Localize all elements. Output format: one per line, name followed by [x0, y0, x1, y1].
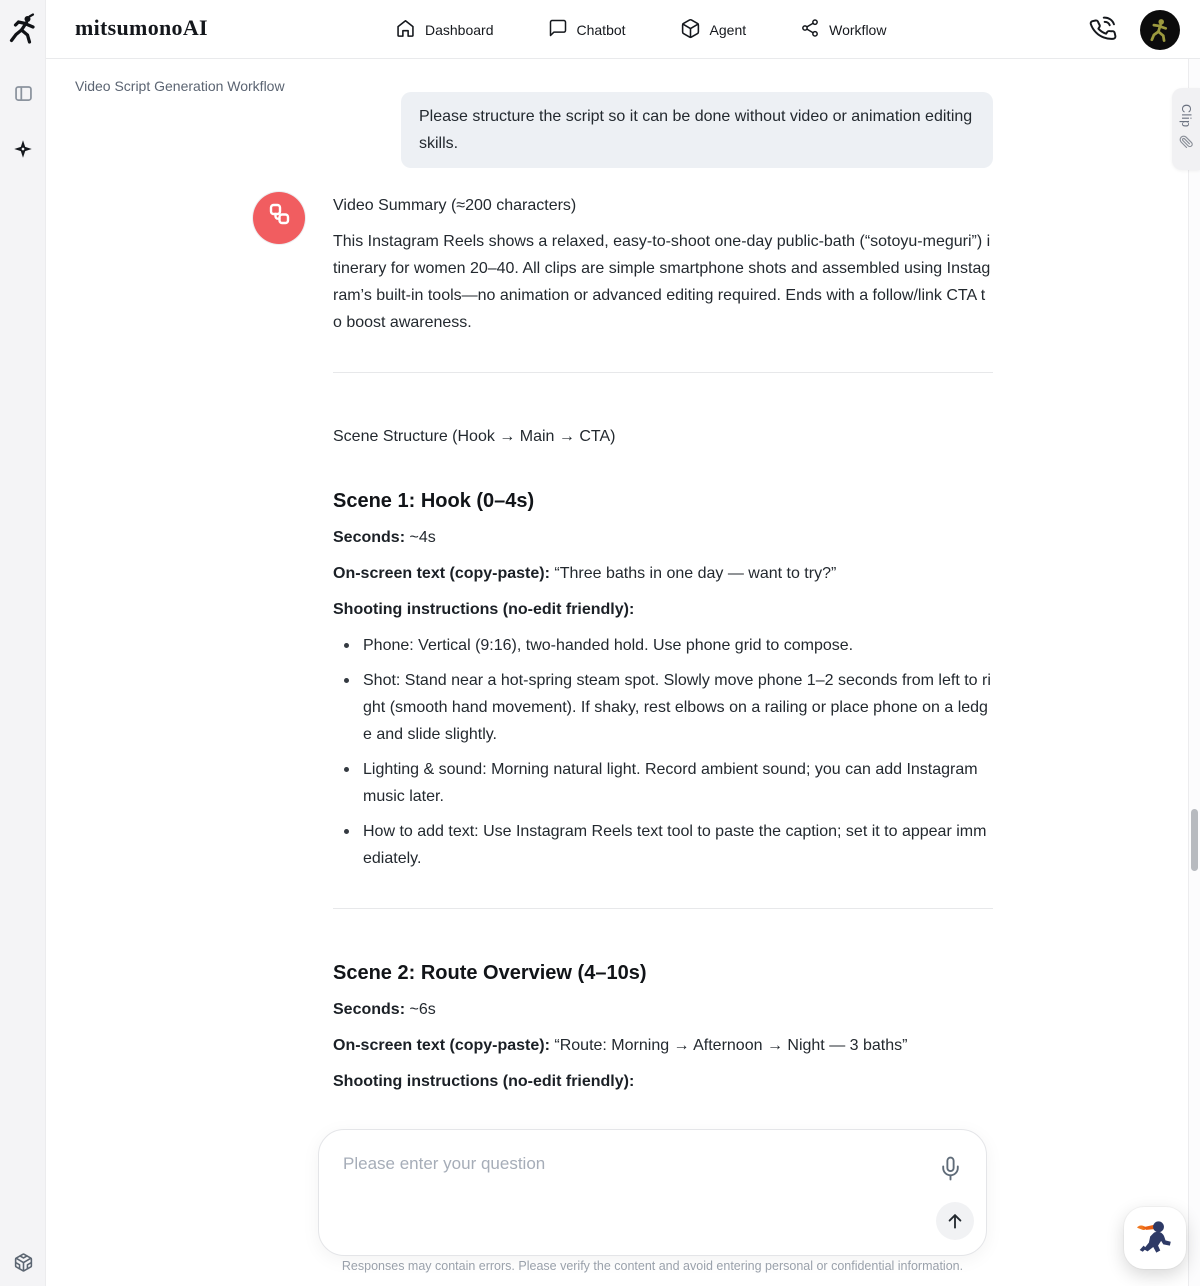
- scene1-bullet-list: [333, 632, 993, 872]
- list-item: Phone: Vertical (9:16), two-handed hold. Use phone grid to compose.: [363, 632, 993, 659]
- question-composer: [318, 1129, 987, 1256]
- nav-label: Chatbot: [576, 21, 626, 38]
- clip-tab-label: Clip: [1179, 104, 1193, 128]
- nav-label: Agent: [709, 21, 747, 38]
- list-item: Lighting & sound: Morning natural light. Record ambient sound; you can add Instagram music later.: [363, 756, 993, 810]
- clip-side-tab[interactable]: [1172, 88, 1200, 170]
- sidebar-toggle-icon[interactable]: [11, 81, 35, 105]
- assistant-mascot-button[interactable]: [1124, 1207, 1186, 1269]
- question-input[interactable]: [343, 1154, 903, 1234]
- assistant-avatar-col: [253, 192, 333, 1286]
- nav-item-workflow[interactable]: [800, 18, 886, 41]
- disclaimer-text: Responses may contain errors. Please verify the content and avoid entering personal or confidential information.: [341, 1259, 964, 1273]
- phone-call-icon[interactable]: [1090, 17, 1116, 43]
- assistant-message-content: [333, 192, 993, 1286]
- paperclip-icon: [1179, 135, 1193, 154]
- ninja-mascot-icon: [1134, 1215, 1176, 1262]
- assistant-avatar: [253, 192, 305, 244]
- list-item: How to add text: Use Instagram Reels text tool to paste the caption; set it to appear immediately.: [363, 818, 993, 872]
- user-avatar-ninja[interactable]: [1140, 10, 1180, 50]
- assistant-message-row: [253, 192, 993, 1286]
- nav-label: Dashboard: [425, 21, 494, 38]
- nav-item-dashboard[interactable]: [395, 18, 494, 42]
- summary-body: This Instagram Reels shows a relaxed, easy-to-shoot one-day public-bath (“sotoyu-meguri”) itinerary for women 20–40. All clips are simple smartphone shots and assembled using Instagram’s built-in tools—no animation or advanced editing required. Ends with a follow/link CTA to boost awareness.: [333, 233, 991, 331]
- home-icon: [395, 18, 416, 42]
- sparkle-icon[interactable]: [11, 137, 35, 161]
- list-item: Shot: Stand near a hot-spring steam spot. Slowly move phone 1–2 seconds from left to right (smooth hand movement). If shaky, rest elbows on a railing or place phone on a ledge and slide slightly.: [363, 667, 993, 748]
- scrollbar-thumb[interactable]: [1191, 809, 1198, 871]
- top-header: [46, 0, 1200, 59]
- structure-line: Scene Structure (Hook → Main → CTA): [333, 428, 616, 445]
- session-title: Video Script Generation Workflow: [75, 78, 285, 94]
- nav-item-agent[interactable]: [680, 18, 747, 42]
- nav-item-chatbot[interactable]: [548, 18, 626, 41]
- scene2-heading: Scene 2: Route Overview (4–10s): [333, 962, 647, 984]
- share-network-icon: [800, 18, 820, 41]
- scene1-heading: Scene 1: Hook (0–4s): [333, 490, 535, 512]
- user-message-bubble: Please structure the script so it can be done without video or animation editing skills.: [401, 92, 993, 168]
- scene2-shooting-label: Shooting instructions (no-edit friendly):: [333, 1073, 635, 1090]
- scene2-onscreen: On-screen text (copy-paste): “Route: Morning → Afternoon → Night — 3 baths”: [333, 1037, 908, 1054]
- microphone-icon[interactable]: [938, 1156, 964, 1182]
- chat-bubble-icon: [548, 18, 568, 41]
- section-divider: [333, 908, 993, 909]
- scene2-seconds: Seconds: ~6s: [333, 1001, 436, 1018]
- cube-icon[interactable]: [11, 1250, 35, 1274]
- summary-heading: Video Summary (≈200 characters): [333, 197, 577, 214]
- scrollbar-track[interactable]: [1188, 59, 1200, 1286]
- main-nav: [395, 0, 886, 59]
- chat-main: [46, 59, 1200, 1286]
- message-thread: [253, 59, 993, 1286]
- ninja-logo: [7, 12, 39, 48]
- workflow-nodes-icon: [265, 200, 293, 237]
- scene1-shooting-label: Shooting instructions (no-edit friendly):: [333, 601, 635, 618]
- send-button[interactable]: [936, 1202, 974, 1240]
- package-box-icon: [680, 18, 701, 42]
- left-rail: [0, 0, 46, 1286]
- section-divider: [333, 372, 993, 373]
- nav-label: Workflow: [829, 21, 887, 38]
- header-right: [1090, 0, 1180, 59]
- brand-wordmark[interactable]: mitsumonoAI: [75, 15, 208, 40]
- scene1-onscreen: On-screen text (copy-paste): “Three baths in one day — want to try?”: [333, 565, 837, 582]
- scene1-seconds: Seconds: ~4s: [333, 529, 436, 546]
- user-message-row: [253, 92, 993, 168]
